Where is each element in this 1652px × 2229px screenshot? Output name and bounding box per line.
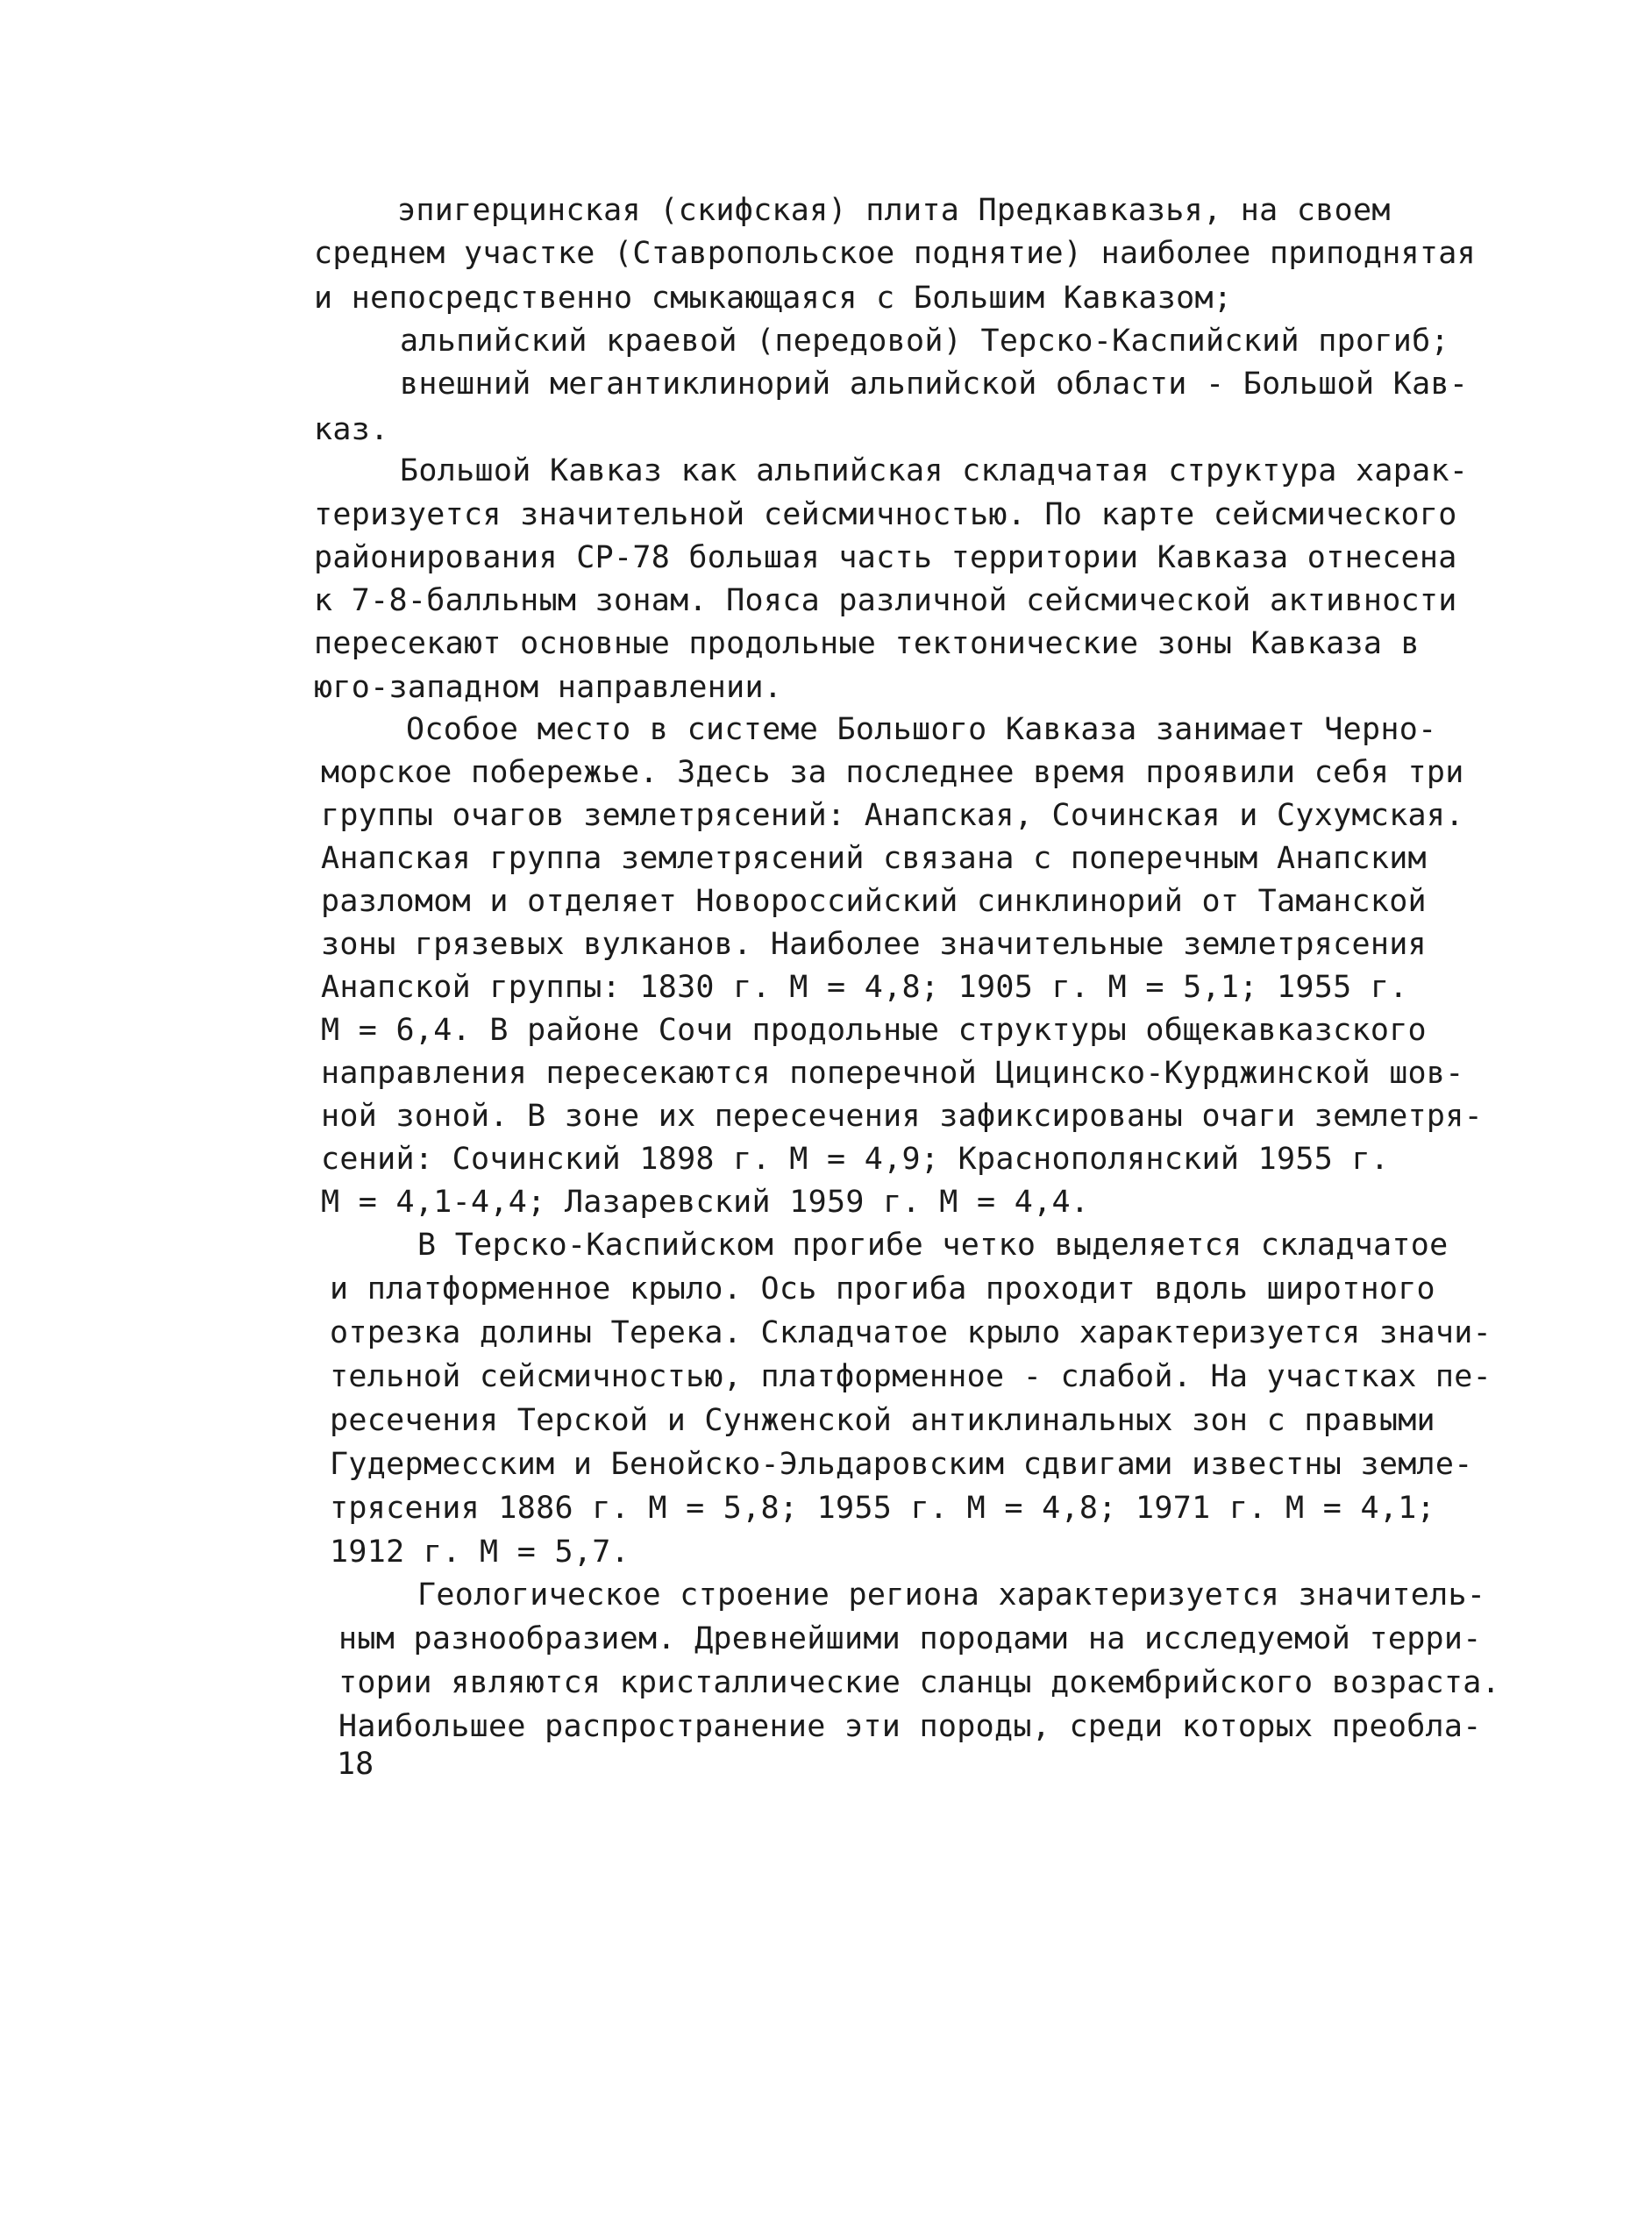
- text-line: тельной сейсмичностью, платформенное - слабой. На участках пе-: [330, 1359, 1492, 1394]
- text-line: сений: Сочинский 1898 г. М = 4,9; Краснополянский 1955 г.: [321, 1142, 1390, 1177]
- text-line: Анапской группы: 1830 г. М = 4,8; 1905 г. М = 5,1; 1955 г.: [321, 970, 1408, 1005]
- text-line: каз.: [314, 412, 389, 447]
- text-line: 1912 г. М = 5,7.: [330, 1535, 630, 1570]
- text-line: эпигерцинская (скифская) плита Предкавказья, на своем: [397, 193, 1391, 228]
- text-line: морское побережье. Здесь за последнее время проявили себя три: [321, 755, 1464, 790]
- text-line: внешний мегантиклинорий альпийской области - Большой Кав-: [400, 367, 1469, 402]
- text-line: ресечения Терской и Сунженской антиклинальных зон с правыми: [330, 1403, 1435, 1438]
- text-line: ной зоной. В зоне их пересечения зафиксированы очаги землетря-: [321, 1099, 1484, 1134]
- text-line: теризуется значительной сейсмичностью. По карте сейсмического: [314, 497, 1457, 532]
- text-line: разломом и отделяет Новороссийский синклинорий от Таманской: [321, 884, 1427, 919]
- text-line: Геологическое строение региона характеризуется значитель-: [417, 1577, 1486, 1613]
- text-line: Наибольшее распространение эти породы, среди которых преобла-: [338, 1709, 1482, 1744]
- text-line: и непосредственно смыкающаяся с Большим Кавказом;: [314, 281, 1233, 316]
- text-line: тории являются кристаллические сланцы докембрийского возраста.: [338, 1665, 1501, 1700]
- text-line: зоны грязевых вулканов. Наиболее значительные землетрясения: [321, 927, 1427, 962]
- text-line: Гудермесским и Бенойско-Эльдаровским сдвигами известны земле-: [330, 1447, 1473, 1482]
- text-line: М = 6,4. В районе Сочи продольные структуры общекавказского: [321, 1013, 1427, 1048]
- text-line: Анапская группа землетрясений связана с поперечным Анапским: [321, 841, 1427, 876]
- text-line: направления пересекаются поперечной Цицинско-Курджинской шов-: [321, 1056, 1464, 1091]
- text-line: альпийский краевой (передовой) Терско-Каспийский прогиб;: [400, 324, 1449, 359]
- text-line: районирования СР-78 большая часть территории Кавказа отнесена: [314, 540, 1457, 575]
- text-line: Большой Кавказ как альпийская складчатая структура харак-: [400, 453, 1469, 488]
- text-line: В Терско-Каспийском прогибе четко выделяется складчатое: [417, 1228, 1449, 1263]
- text-line: ным разнообразием. Древнейшими породами на исследуемой терри-: [338, 1621, 1482, 1656]
- text-line: отрезка долины Терека. Складчатое крыло характеризуется значи-: [330, 1315, 1492, 1350]
- text-line: юго-западном направлении.: [314, 670, 783, 705]
- text-line: среднем участке (Ставропольское поднятие) наиболее приподнятая: [314, 236, 1477, 271]
- page-number: 18: [337, 1747, 374, 1782]
- text-line: к 7-8-балльным зонам. Пояса различной сейсмической активности: [314, 583, 1457, 618]
- text-line: М = 4,1-4,4; Лазаревский 1959 г. М = 4,4.: [321, 1185, 1090, 1220]
- text-line: Особое место в системе Большого Кавказа занимает Черно-: [406, 712, 1437, 747]
- text-line: трясения 1886 г. М = 5,8; 1955 г. М = 4,8; 1971 г. М = 4,1;: [330, 1491, 1435, 1526]
- text-line: группы очагов землетрясений: Анапская, Сочинская и Сухумская.: [321, 798, 1464, 833]
- text-line: и платформенное крыло. Ось прогиба проходит вдоль широтного: [330, 1271, 1435, 1307]
- text-line: пересекают основные продольные тектонические зоны Кавказа в: [314, 626, 1420, 661]
